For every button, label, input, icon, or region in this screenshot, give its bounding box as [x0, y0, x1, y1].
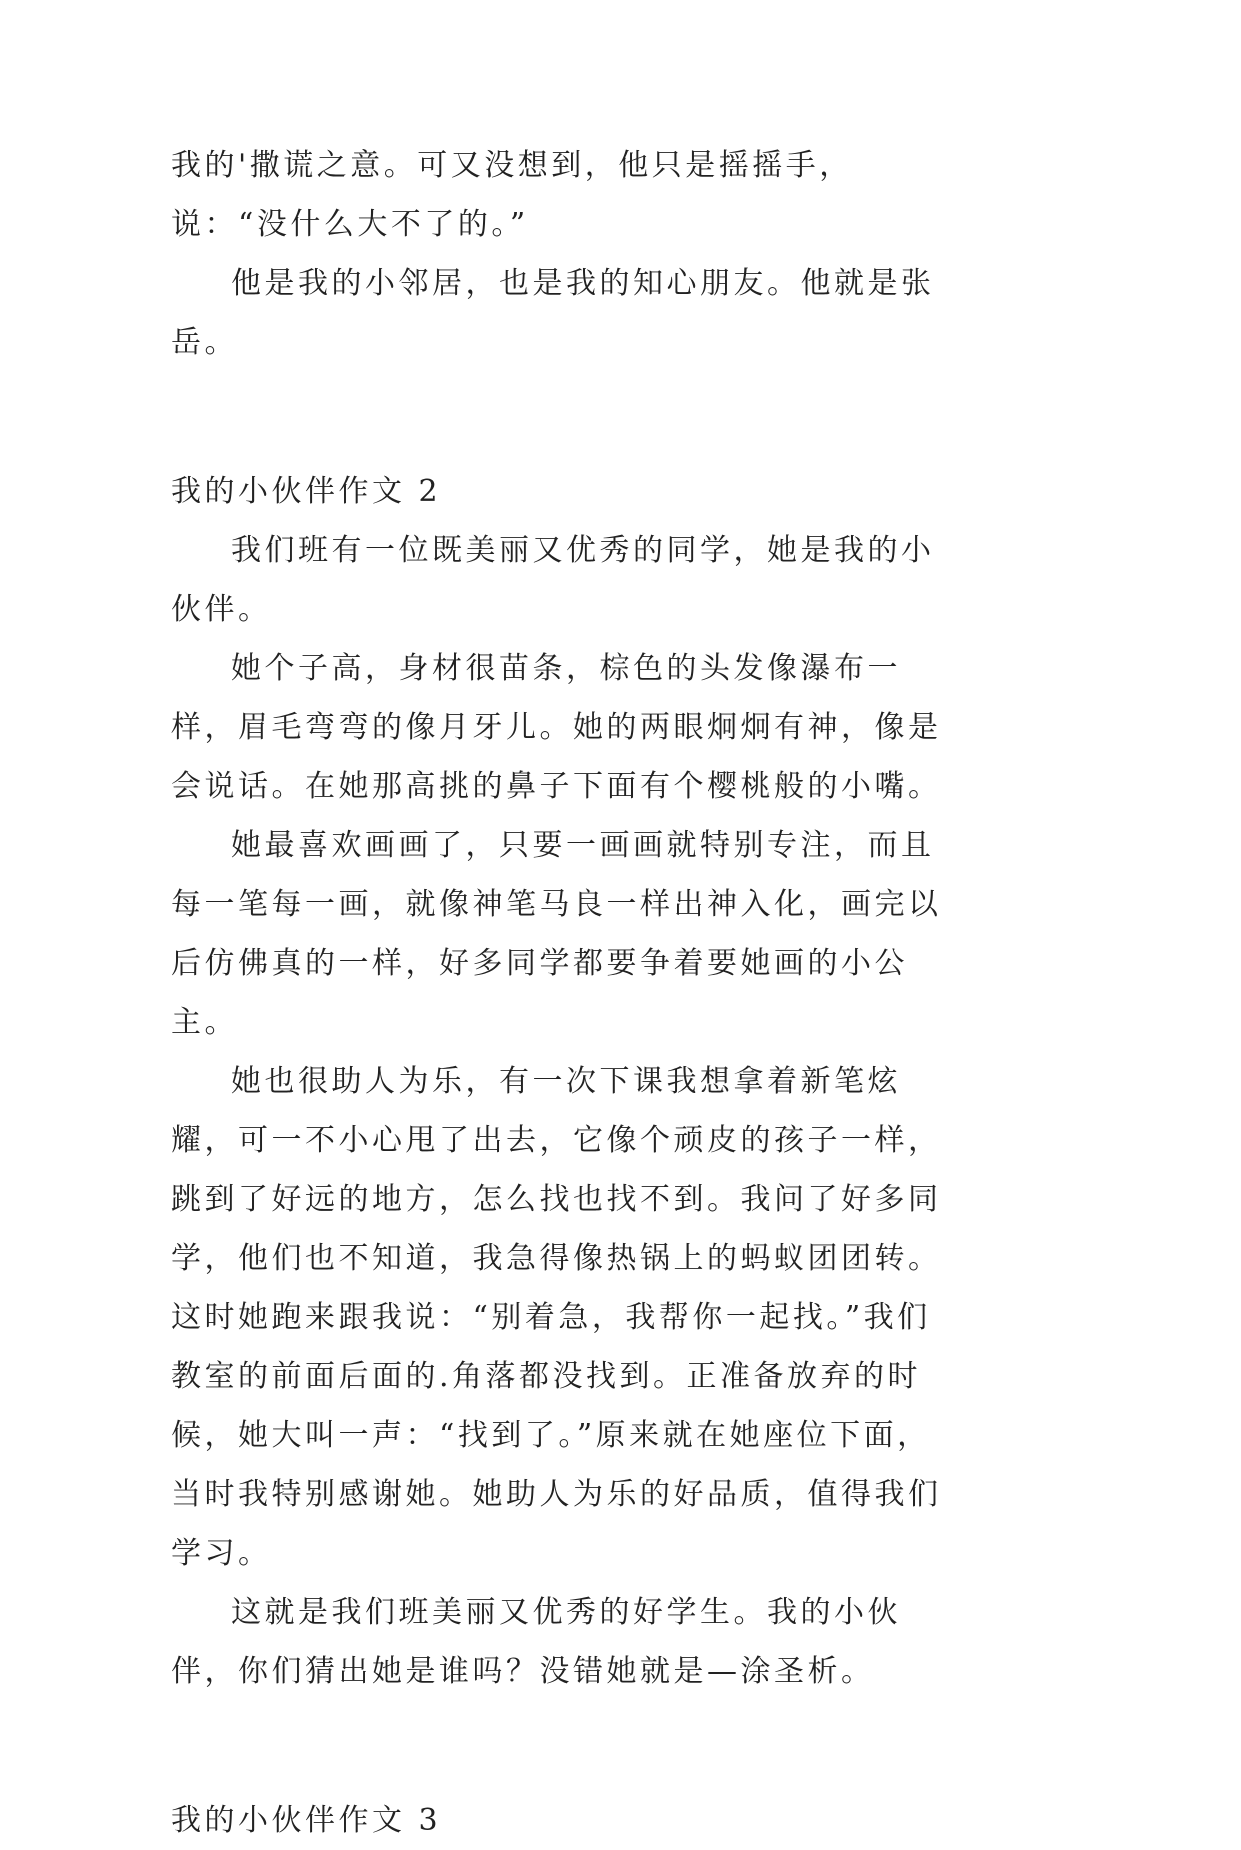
essay-title-2: 我的小伙伴作文 2: [171, 474, 442, 509]
essay-title-3: 我的小伙伴作文 3: [171, 1803, 442, 1838]
essay2-paragraph-5: 这就是我们班美丽又优秀的好学生。我的小伙伴，你们猜出她是谁吗？没错她就是—涂圣析。: [171, 1595, 901, 1689]
section-spacer: [171, 372, 951, 462]
essay2-paragraph-2: 她个子高，身材很苗条，棕色的头发像瀑布一样，眉毛弯弯的像月牙儿。她的两眼炯炯有神，像是会说话。在她那高挑的鼻子下面有个樱桃般的小嘴。: [171, 651, 942, 804]
paragraph-continuation: 我的'撒谎之意。可又没想到，他只是摇摇手，说：“没什么大不了的。”: [171, 148, 853, 242]
essay2-paragraph-4: 她也很助人为乐，有一次下课我想拿着新笔炫耀，可一不小心甩了出去，它像个顽皮的孩子一样，跳到了好远的地方，怎么找也找不到。我问了好多同学，他们也不知道，我急得像热锅上的蚂蚁团团转。这时她跑来跟我说：“别着急，我帮你一起找。”我们教室的前面后面的.角落都没找到。正准备放弃的时候，她大叫一声：“找到了。”原来就在她座位下面，当时我特别感谢她。她助人为乐的好品质，值得我们学习。: [171, 1064, 942, 1571]
essay2-paragraph-3: 她最喜欢画画了，只要一画画就特别专注，而且每一笔每一画，就像神笔马良一样出神入化，画完以后仿佛真的一样，好多同学都要争着要她画的小公主。: [171, 828, 942, 1040]
paragraph-conclusion: 他是我的小邻居，也是我的知心朋友。他就是张岳。: [171, 266, 935, 360]
essay2-paragraph-1: 我们班有一位既美丽又优秀的同学，她是我的小伙伴。: [171, 533, 935, 627]
document-body: [171, 136, 951, 1850]
section-spacer: [171, 1701, 951, 1791]
